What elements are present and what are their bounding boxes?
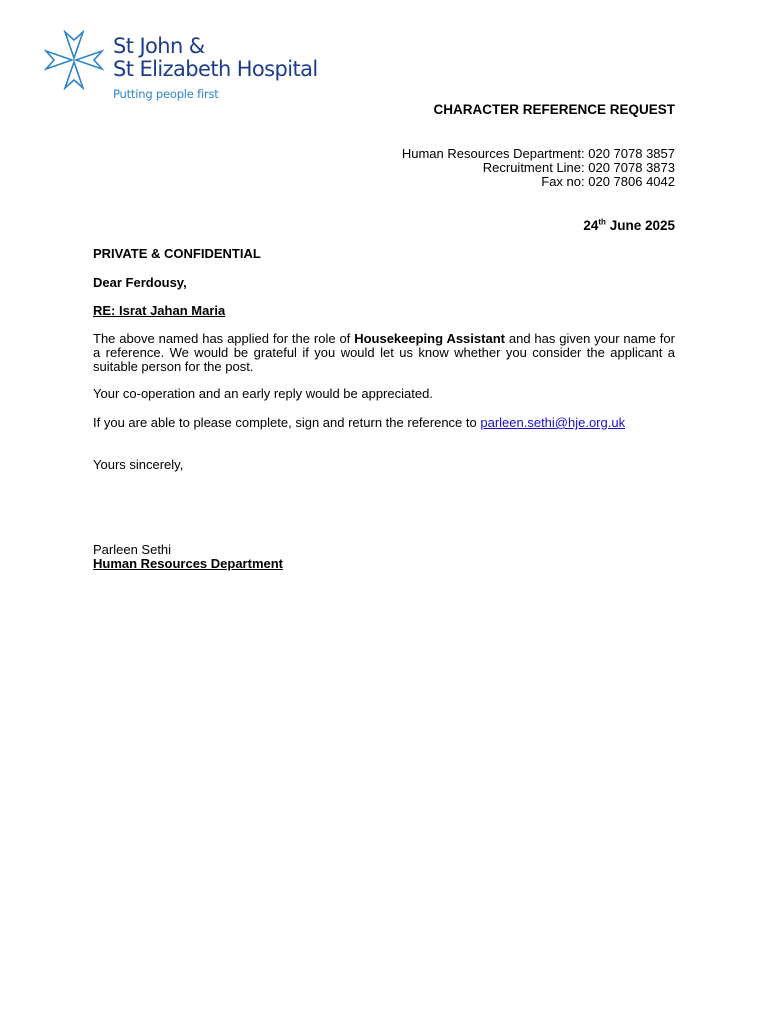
date-day: 24 xyxy=(583,218,599,233)
role-name: Housekeeping Assistant xyxy=(354,331,505,346)
re-line: RE: Israt Jahan Maria xyxy=(93,303,226,318)
date-suffix: th xyxy=(598,217,606,227)
paragraph-1 xyxy=(93,332,675,374)
document-title: CHARACTER REFERENCE REQUEST xyxy=(433,102,675,117)
paragraph-3 xyxy=(93,416,675,430)
logo-name-line1: St John & xyxy=(113,34,205,58)
re-line-wrap xyxy=(93,304,675,318)
logo-tagline: Putting people first xyxy=(113,87,219,101)
signatory-department: Human Resources Department xyxy=(93,556,283,571)
contact-recruitment-phone: Recruitment Line: 020 7078 3873 xyxy=(482,160,675,175)
contact-hr-phone: Human Resources Department: 020 7078 3857 xyxy=(401,146,675,161)
paragraph-1-after: and has given your name for a reference. We would be grateful if you would let us know whether you consider the applicant a suitable person for the post. xyxy=(93,331,675,374)
logo-name-line2: St Elizabeth Hospital xyxy=(113,57,318,81)
date-rest: June 2025 xyxy=(605,218,675,233)
contact-details xyxy=(402,147,675,189)
hospital-logo xyxy=(44,30,334,104)
closing: Yours sincerely, xyxy=(93,457,184,472)
classification: PRIVATE & CONFIDENTIAL xyxy=(93,246,261,261)
maltese-cross-icon xyxy=(44,30,104,90)
email-link[interactable]: parleen.sethi@hje.org.uk xyxy=(480,415,626,430)
paragraph-1-before: The above named has applied for the role of xyxy=(93,331,355,346)
contact-fax: Fax no: 020 7806 4042 xyxy=(541,174,675,189)
signatory-name: Parleen Sethi xyxy=(93,542,172,557)
signatory-department-wrap xyxy=(93,557,675,571)
salutation: Dear Ferdousy, xyxy=(93,275,187,290)
letter-date xyxy=(583,218,675,233)
paragraph-2: Your co-operation and an early reply would be appreciated. xyxy=(93,386,433,401)
paragraph-3-before: If you are able to please complete, sign and return the reference to xyxy=(93,415,481,430)
